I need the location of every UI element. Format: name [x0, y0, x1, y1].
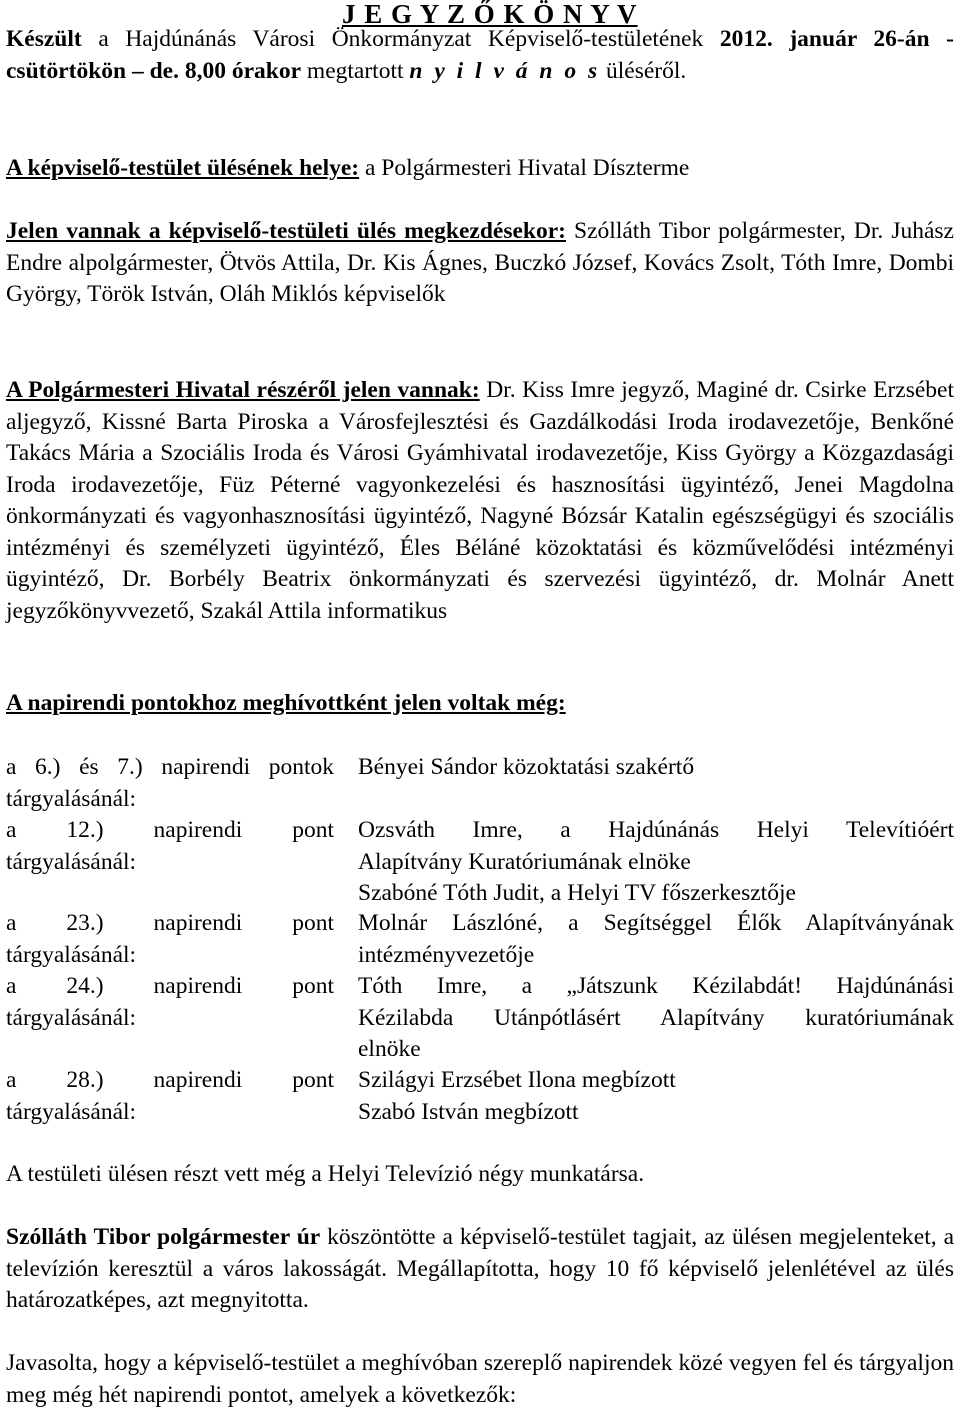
invited-agenda-label: a 6.) és 7.) napirendi pontok tárgyalásánál: [6, 754, 334, 812]
invited-heading: A napirendi pontokhoz meghívottként jelen voltak még: [6, 690, 566, 716]
intro-public: n y i l v á n o s [409, 57, 601, 84]
office-text: Dr. Kiss Imre jegyző, Maginé dr. Csirke Erzsébet aljegyző, Kissné Barta Piroska a Városfejlesztési és Gazdálkodási Iroda irodavezetője, Benkőné Takács Mária a Szociális Iroda és Városi Gyámhivatal irodavezetője, Kiss György a Közgazdasági Iroda irodavezetője, Füz Péterné vagyonkezelési és hasznosítási ügyintéző, Jenei Magdolna önkormányzati és vagyonhasznosítási ügyintéző, Nagyné Bózsár Katalin egészségügyi és szociális intézményi és személyzeti ügyintéző, Éles Béláné közoktatási és közművelődési intézményi ügyintéző, Dr. Borbély Beatrix önkormányzati és szervezési ügyintéző, dr. Molnár Anett jegyzőkönyvvezető, Szakál Attila informatikus [6, 377, 954, 624]
venue-label: A képviselő-testület ülésének helye: [6, 155, 360, 181]
present-label: Jelen vannak a képviselő-testületi ülés megkezdésekor: [6, 218, 566, 244]
venue-text: a Polgármesteri Hivatal Díszterme [359, 155, 690, 181]
invited-agenda-label: a 23.) napirendi pont tárgyalásánál: [6, 910, 334, 968]
document-title: J E G Y Z Ő K Ö N Y V [342, 0, 638, 29]
present-paragraph [6, 216, 954, 311]
greeting-paragraph [6, 1222, 954, 1317]
invited-person: Szilágyi Erzsébet Ilona megbízott Szabó István megbízott [358, 1067, 676, 1125]
present-text: Szólláth Tibor polgármester, Dr. Juhász Endre alpolgármester, Ötvös Attila, Dr. Kis Ágnes, Buczkó József, Kovács Zsolt, Tóth Imre, Dombi György, Török István, Oláh Miklós képviselők [6, 218, 954, 307]
proposal-paragraph: Javasolta, hogy a képviselő-testület a meghívóban szereplő napirendek közé vegyen fel és tárgyaljon meg még hét napirendi pontot, amelyek a következők: [6, 1350, 954, 1408]
invited-agenda-label: a 24.) napirendi pont tárgyalásánál: [6, 973, 334, 1031]
intro-held: megtartott [301, 57, 410, 84]
mayor-name: Szólláth Tibor polgármester úr [6, 1224, 321, 1250]
greeting-text: köszöntötte a képviselő-testület tagjait, az ülésen megjelenteket, a televízión keresztül a város lakosságát. Megállapította, hogy 10 fő képviselő jelenlétével az ülés határozatképes, azt megnyitotta. [6, 1224, 954, 1313]
intro-end: üléséről. [600, 57, 687, 84]
intro-made: Készült [6, 26, 82, 52]
invited-person: Tóth Imre, a „Játszunk Kézilabdát! Hajdúnánási Kézilabda Utánpótlásért Alapítvány kuratóriumának elnöke [358, 973, 954, 1062]
intro-body: a Hajdúnánás Városi Önkormányzat Képviselő-testületének [81, 26, 720, 52]
invited-agenda-label: a 28.) napirendi pont tárgyalásánál: [6, 1067, 334, 1125]
invited-person: Bényei Sándor közoktatási szakértő [358, 754, 695, 780]
intro-paragraph [6, 24, 954, 87]
invited-person: Molnár Lászlóné, a Segítséggel Élők Alapítványának intézményvezetője [358, 910, 954, 968]
venue-paragraph [6, 153, 954, 185]
office-label: A Polgármesteri Hivatal részéről jelen vannak: [6, 377, 480, 403]
invited-person: Ozsváth Imre, a Hajdúnánás Helyi Televítióért Alapítvány Kuratóriumának elnöke Szabóné Tóth Judit, a Helyi TV főszerkesztője [358, 817, 954, 906]
tv-paragraph: A testületi ülésen részt vett még a Helyi Televízió négy munkatársa. [6, 1161, 645, 1187]
invited-agenda-label: a 12.) napirendi pont tárgyalásánál: [6, 817, 334, 875]
office-paragraph [6, 375, 954, 627]
intro-date: 2012. január 26-án - csütörtökön – de. 8,00 órakor [6, 26, 954, 84]
